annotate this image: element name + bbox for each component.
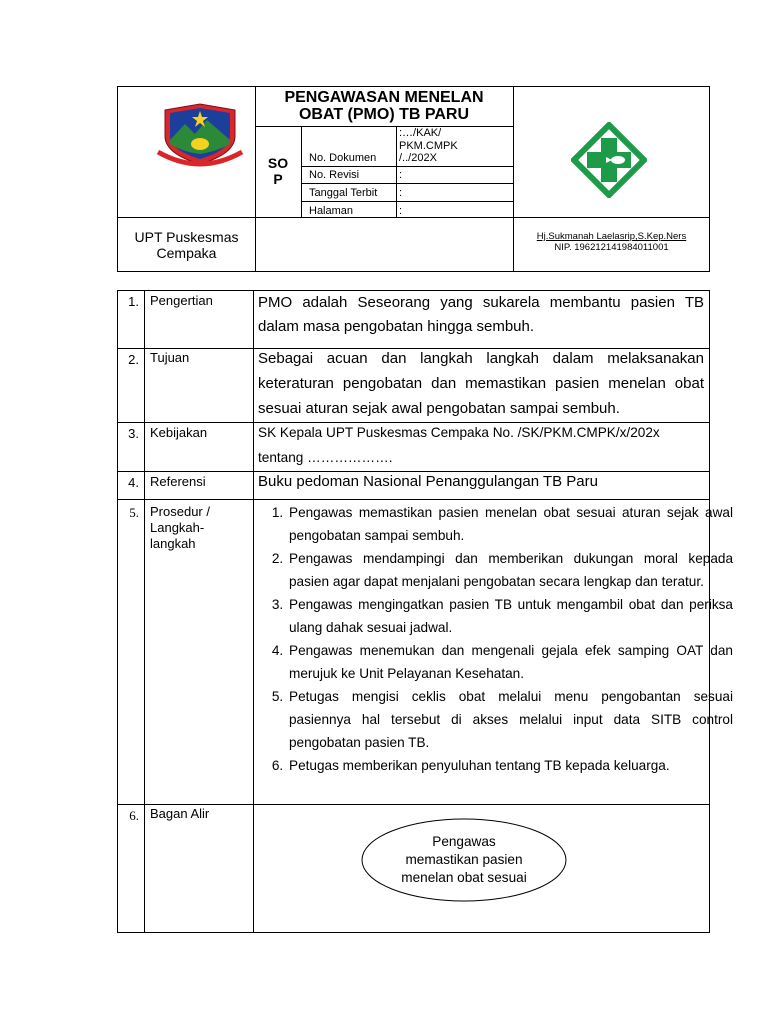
sop-label-line2: P <box>273 171 283 187</box>
procedure-steps <box>257 501 733 777</box>
procedure-step: 6. Petugas memberikan penyuluhan tentang TB kepada keluarga. <box>287 754 733 777</box>
row-number: 4. <box>128 475 139 490</box>
row-number: 6. <box>129 808 139 823</box>
procedure-step: 3. Pengawas mengingatkan pasien TB untuk mengambil obat dan periksa ulang dahak sesuai jadwal. <box>287 593 733 639</box>
sop-label-line1: SO <box>267 155 289 171</box>
no-revisi-label: No. Revisi <box>309 169 360 181</box>
signatory-nip: NIP. 196212141984011001 <box>554 242 669 253</box>
row-number: 5. <box>129 505 139 520</box>
pengertian-line1: PMO adalah Seseorang yang sukarela membantu pasien TB <box>258 294 704 311</box>
document-title-line2: OBAT (PMO) TB PARU <box>298 106 470 123</box>
procedure-step: 5. Petugas mengisi ceklis obat melalui menu pengobantan sesuai pasiennya hal tersebut di akses melalui input data SITB control pengobatan pasien TB. <box>287 685 733 754</box>
no-dokumen-label: No. Dokumen <box>309 152 377 164</box>
tujuan-line1: Sebagai acuan dan langkah langkah dalam melaksanakan <box>258 350 704 367</box>
flowchart-start-node <box>360 817 568 903</box>
section-label-prosedur-1: Prosedur / <box>150 504 210 519</box>
section-label-prosedur-2: Langkah- <box>150 520 205 535</box>
tujuan-line2: keteraturan pengobatan dan memastikan pasien menelan obat <box>258 375 704 392</box>
no-dokumen-value-1: :…/KAK/ <box>399 127 442 139</box>
tujuan-line3: sesuai aturan sejak awal pengobatan sampai sembuh. <box>258 400 620 417</box>
district-logo <box>155 100 245 170</box>
procedure-step: 1. Pengawas memastikan pasien menelan obat sesuai aturan sejak awal pengobatan sampai sembuh. <box>287 501 733 547</box>
tanggal-terbit-label: Tanggal Terbit <box>309 187 378 199</box>
document-title-line1: PENGAWASAN MENELAN <box>284 89 484 106</box>
section-label-referensi: Referensi <box>150 474 206 489</box>
no-dokumen-value-3: /../202X <box>399 152 437 164</box>
section-label-prosedur-3: langkah <box>150 536 196 551</box>
flowchart-node-line1: Pengawas <box>432 834 496 849</box>
org-name-line1: UPT Puskesmas <box>134 229 239 245</box>
section-label-tujuan: Tujuan <box>150 350 190 365</box>
section-label-bagan-alir: Bagan Alir <box>150 806 210 821</box>
row-number: 2. <box>128 352 139 367</box>
halaman-value: : <box>399 205 403 217</box>
kebijakan-line1: SK Kepala UPT Puskesmas Cempaka No. /SK/PKM.CMPK/x/202x <box>258 425 660 440</box>
kebijakan-line2: tentang ………………. <box>258 450 393 465</box>
pengertian-line2: dalam masa pengobatan hingga sembuh. <box>258 318 535 335</box>
flowchart-node-line3: menelan obat sesuai <box>401 870 527 885</box>
row-number: 1. <box>128 294 139 309</box>
no-dokumen-value-2: PKM.CMPK <box>399 140 458 152</box>
halaman-label: Halaman <box>309 205 354 217</box>
org-name-line2: Cempaka <box>156 245 217 261</box>
flowchart-node-line2: memastikan pasien <box>405 852 523 867</box>
procedure-step: 4. Pengawas menemukan dan mengenali gejala efek samping OAT dan merujuk ke Unit Pelayanan Kesehatan. <box>287 639 733 685</box>
section-label-kebijakan: Kebijakan <box>150 425 208 440</box>
section-label-pengertian: Pengertian <box>150 293 213 308</box>
row-number: 3. <box>128 426 139 441</box>
no-revisi-value: : <box>399 169 403 181</box>
signatory-name: Hj.Sukmanah Laelasrip,S.Kep.Ners <box>536 231 687 242</box>
puskesmas-logo <box>571 122 647 198</box>
procedure-step: 2. Pengawas mendampingi dan memberikan dukungan moral kepada pasien agar dapat menjalani pengobatan secara lengkap dan teratur. <box>287 547 733 593</box>
tanggal-terbit-value: : <box>399 187 403 199</box>
referensi-line1: Buku pedoman Nasional Penanggulangan TB Paru <box>258 473 598 490</box>
